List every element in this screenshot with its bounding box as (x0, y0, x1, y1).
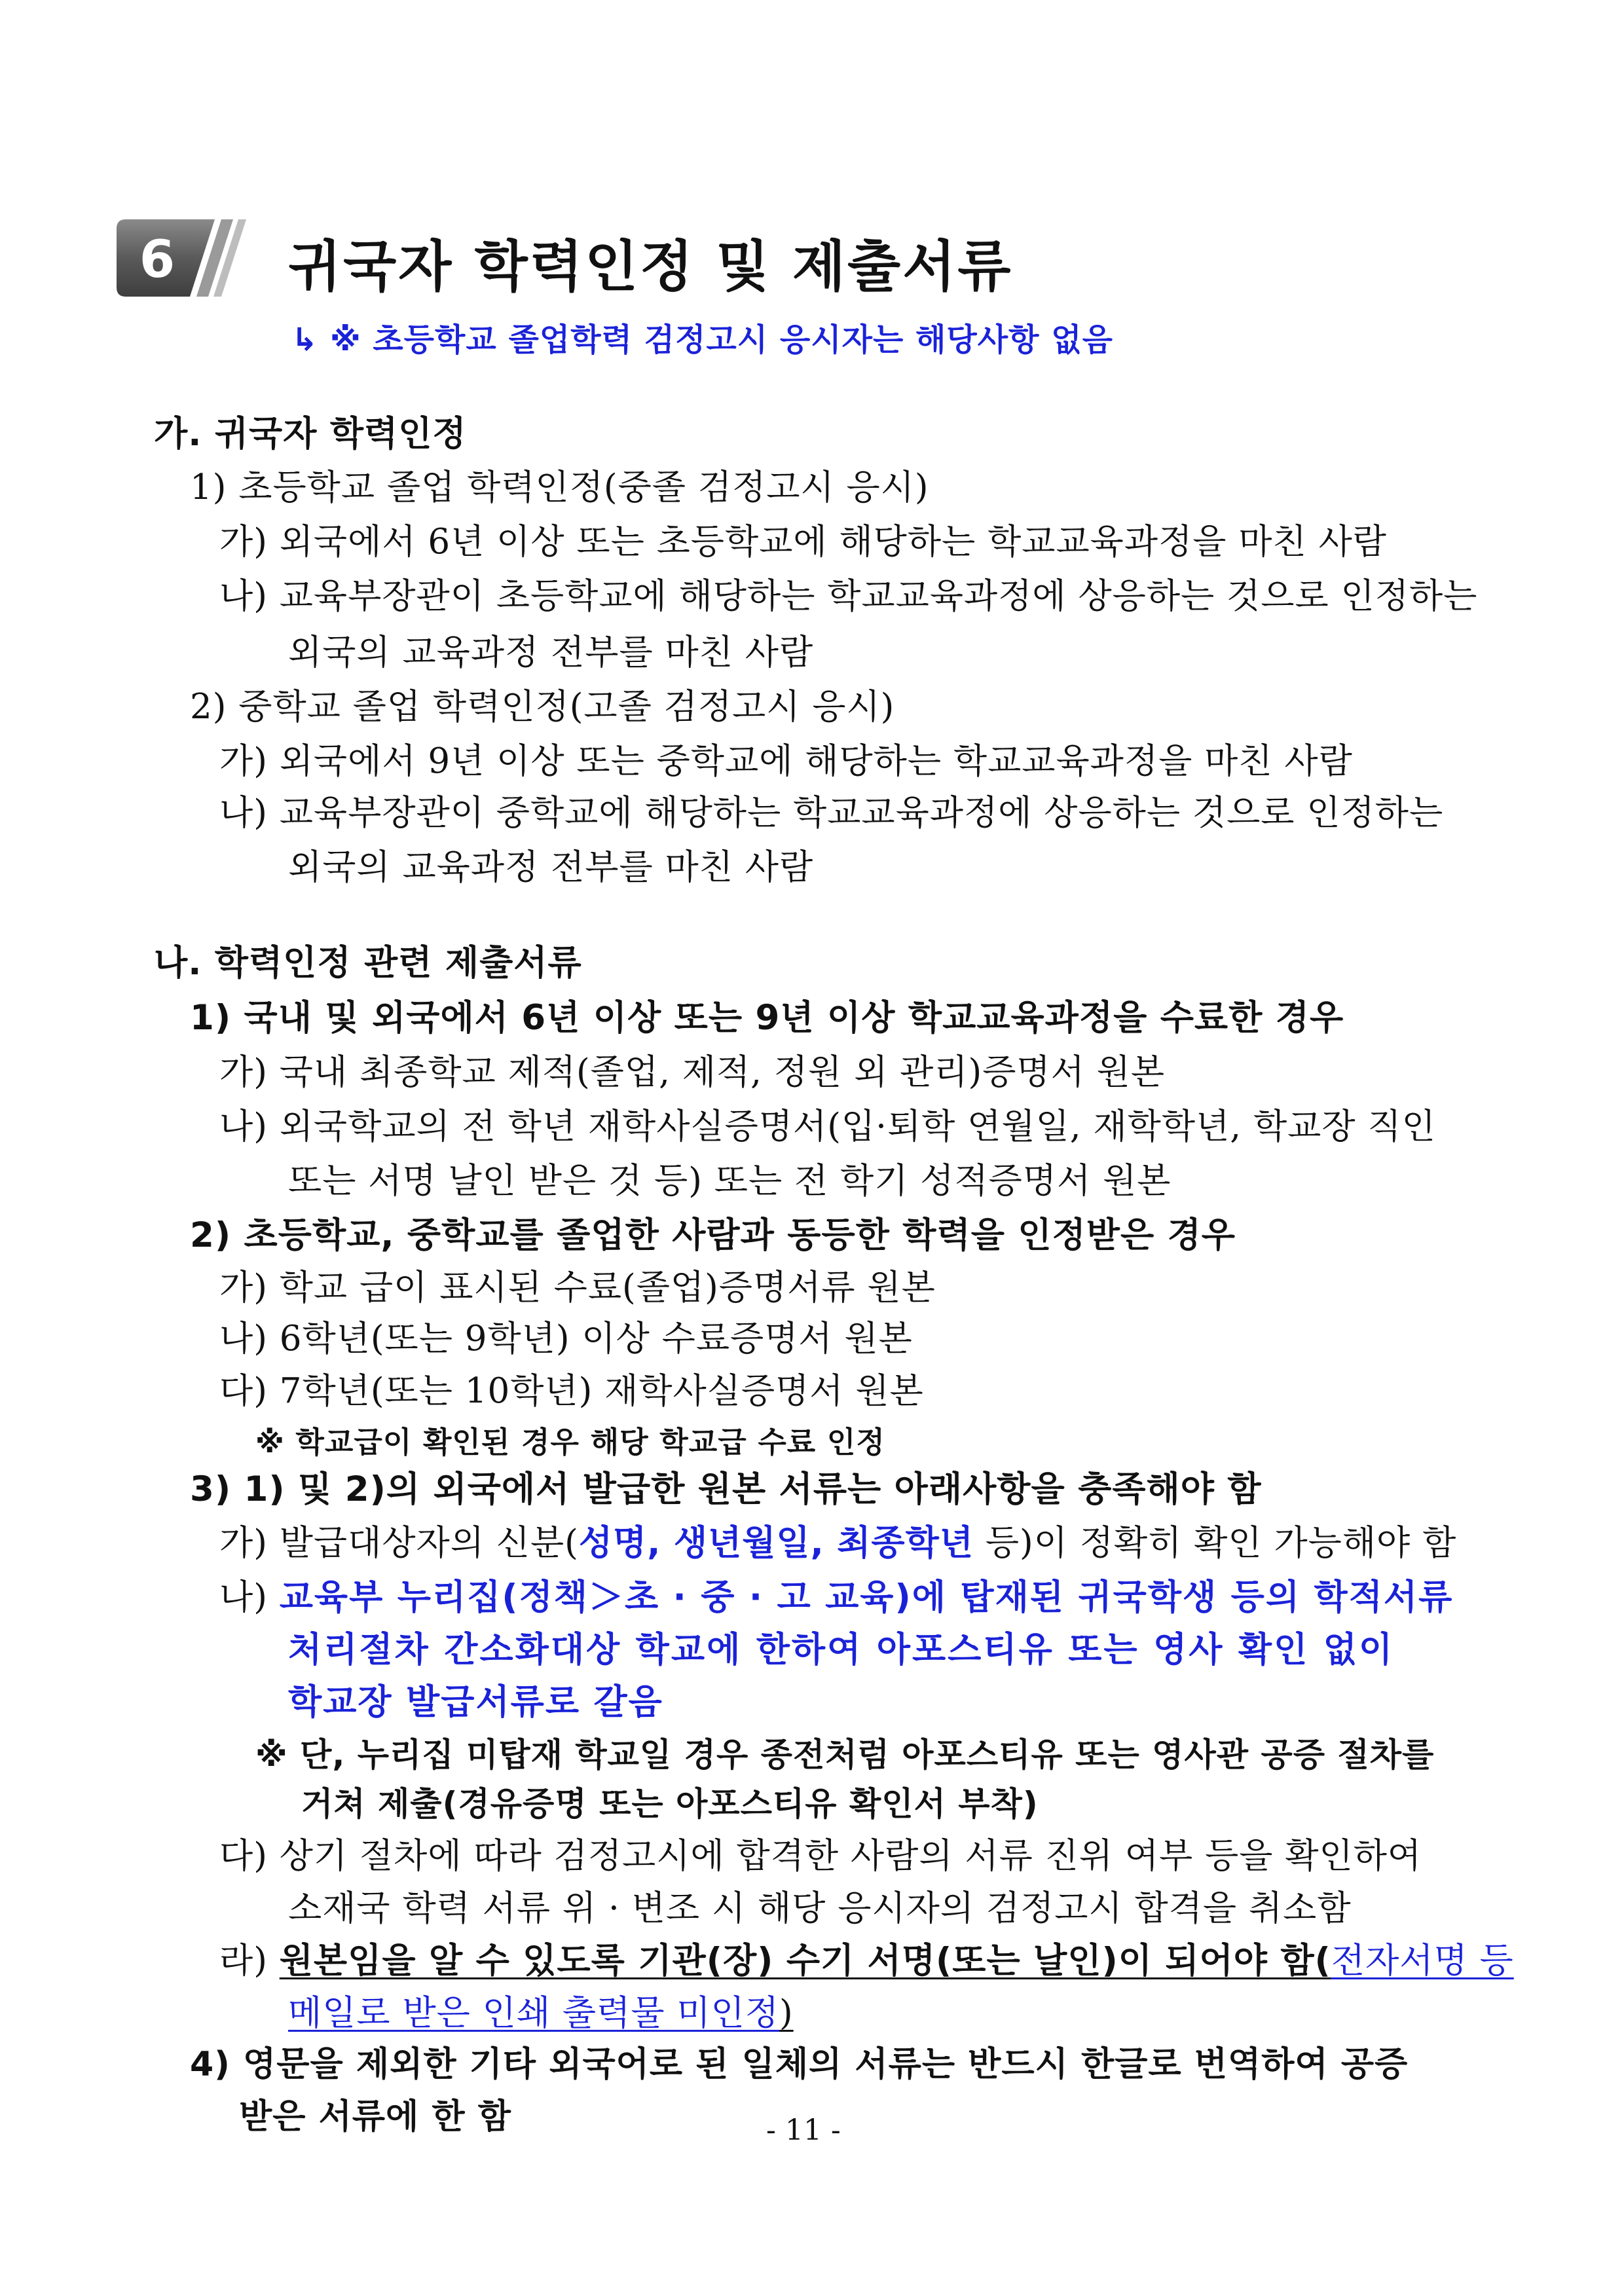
list-item: 외국의 교육과정 전부를 마친 사람 (288, 847, 814, 887)
section-heading-na: 나. 학력인정 관련 제출서류 (154, 943, 582, 983)
list-item: 2) 중학교 졸업 학력인정(고졸 검정고시 응시) (190, 687, 895, 727)
list-item: 나) 외국학교의 전 학년 재학사실증명서(입·퇴학 연월일, 재학학년, 학교장 직인 (219, 1107, 1436, 1147)
text: 등)이 정확히 확인 가능해야 함 (974, 1523, 1457, 1563)
list-item: 가) 외국에서 6년 이상 또는 초등학교에 해당하는 학교교육과정을 마친 사람 (219, 522, 1387, 562)
list-item: 2) 초등학교, 중학교를 졸업한 사람과 동등한 학력을 인정받은 경우 (190, 1215, 1236, 1255)
list-item: 또는 서명 날인 받은 것 등) 또는 전 학기 성적증명서 원본 (288, 1161, 1172, 1201)
item-label: 라) (219, 1941, 280, 1981)
note: ※ 학교급이 확인된 경우 해당 학교급 수료 인정 (255, 1425, 885, 1460)
underlined-highlight: 전자서명 등 (1331, 1941, 1514, 1981)
list-item: 가) 외국에서 9년 이상 또는 중학교에 해당하는 학교교육과정을 마친 사람 (219, 741, 1353, 781)
underlined-text: 원본임을 알 수 있도록 기관(장) 수기 서명(또는 날인)이 되어야 함( (279, 1941, 1331, 1981)
list-item: 소재국 학력 서류 위 · 변조 시 해당 응시자의 검정고시 합격을 취소함 (288, 1888, 1352, 1928)
arrow-icon: ↳ (291, 321, 319, 358)
note: 거쳐 제출(경유증명 또는 아포스티유 확인서 부착) (301, 1785, 1039, 1823)
page-number: - 11 - (766, 2114, 841, 2147)
list-item: 4) 영문을 제외한 기타 외국어로 된 일체의 서류는 반드시 한글로 번역하여 공증 (190, 2045, 1409, 2084)
list-item: 나) 교육부장관이 중학교에 해당하는 학교교육과정에 상응하는 것으로 인정하는 (219, 793, 1444, 833)
highlight-text: 교육부 누리집(정책＞초 · 중 · 고 교육)에 탑재된 귀국학생 등의 학적서류 (279, 1577, 1454, 1617)
list-item (219, 1575, 1453, 1621)
underlined-text: ) (779, 1993, 794, 2033)
underlined-highlight: 메일로 받은 인쇄 출력물 미인정 (288, 1993, 779, 2033)
list-item: 가) 학교 급이 표시된 수료(졸업)증명서류 원본 (219, 1268, 936, 1308)
note: ※ 단, 누리집 미탑재 학교일 경우 종전처럼 아포스티유 또는 영사관 공증 절차를 (255, 1736, 1435, 1774)
list-item: 나) 교육부장관이 초등학교에 해당하는 학교교육과정에 상응하는 것으로 인정하는 (219, 576, 1478, 616)
section-number-badge (117, 219, 270, 297)
section-heading-ga: 가. 귀국자 학력인정 (154, 414, 467, 454)
list-item: 3) 1) 및 2)의 외국에서 발급한 원본 서류는 아래사항을 충족해야 함 (190, 1469, 1262, 1509)
subnote (291, 314, 1113, 359)
list-item (219, 1938, 1514, 1984)
list-item: 가) 국내 최종학교 제적(졸업, 제적, 정원 외 관리)증명서 원본 (219, 1052, 1166, 1092)
badge-number: 6 (139, 230, 175, 289)
list-item: 1) 초등학교 졸업 학력인정(중졸 검정고시 응시) (190, 468, 929, 507)
list-item (288, 1991, 794, 2036)
highlight-text: 성명, 생년월일, 최종학년 (578, 1523, 974, 1563)
list-item: 외국의 교육과정 전부를 마친 사람 (288, 633, 814, 672)
list-item: 나) 6학년(또는 9학년) 이상 수료증명서 원본 (219, 1319, 913, 1359)
highlight-text: 학교장 발급서류로 갈음 (288, 1682, 663, 1722)
text: 가) 발급대상자의 신분( (219, 1523, 579, 1563)
subnote-text: ※ 초등학교 졸업학력 검정고시 응시자는 해당사항 없음 (329, 321, 1113, 358)
list-item (219, 1520, 1456, 1566)
list-item: 받은 서류에 한 함 (239, 2097, 511, 2137)
page-title: 귀국자 학력인정 및 제출서류 (288, 234, 1013, 299)
list-item: 다) 7학년(또는 10학년) 재학사실증명서 원본 (219, 1371, 924, 1411)
list-item: 1) 국내 및 외국에서 6년 이상 또는 9년 이상 학교교육과정을 수료한 경우 (190, 998, 1344, 1038)
item-label: 나) (219, 1577, 280, 1617)
list-item: 다) 상기 절차에 따라 검정고시에 합격한 사람의 서류 진위 여부 등을 확인하여 (219, 1836, 1422, 1876)
highlight-text: 처리절차 간소화대상 학교에 한하여 아포스티유 또는 영사 확인 없이 (288, 1630, 1395, 1670)
